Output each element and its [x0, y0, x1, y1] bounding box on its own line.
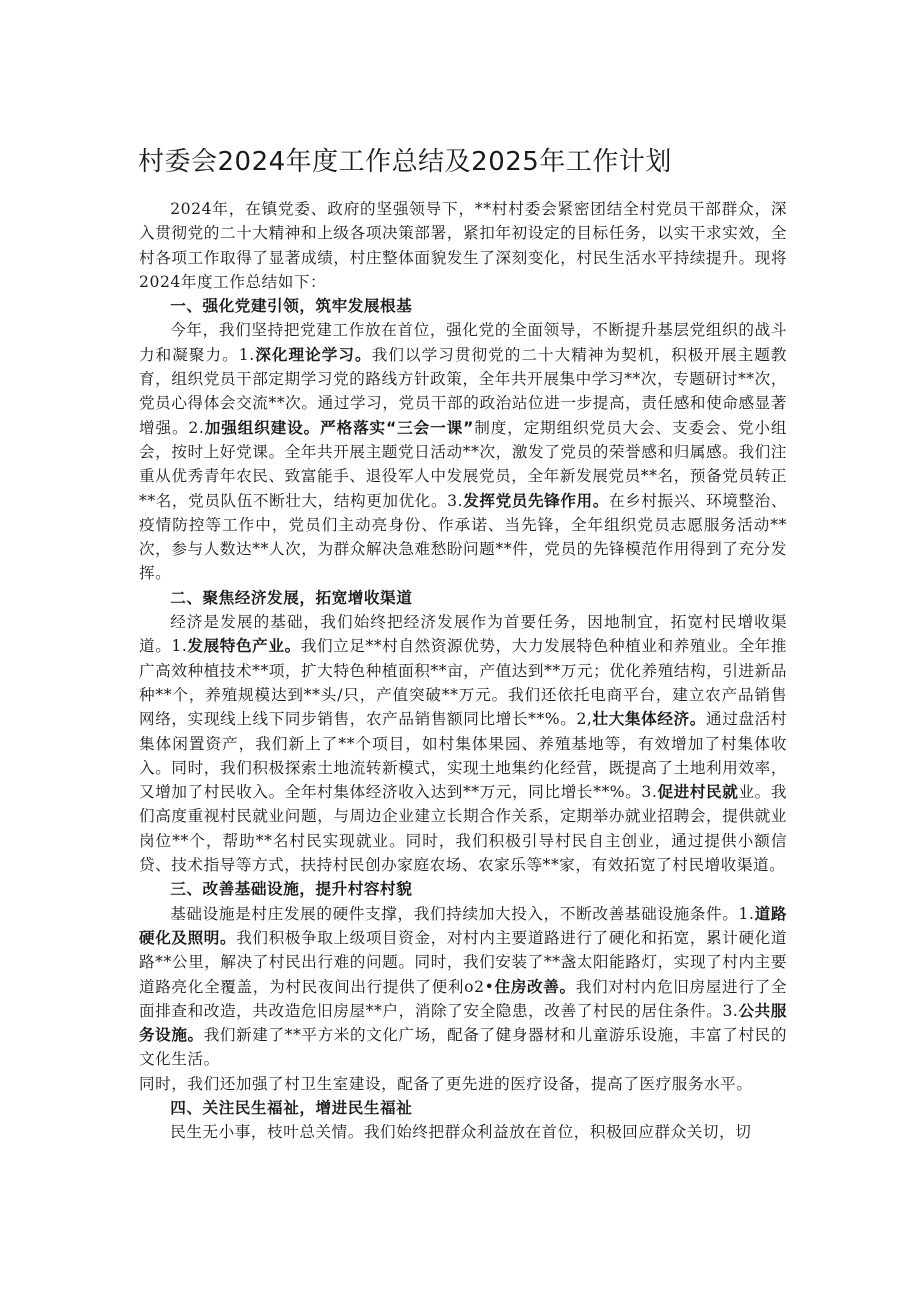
- section-4-heading: 四、关注民生福祉，增进民生福祉: [170, 1098, 413, 1117]
- section-3-paragraph: 基础设施是村庄发展的硬件支撑，我们持续加大投入，不断改善基础设施条件。1.道路硬化及照明。我们积极争取上级项目资金，对村内主要道路进行了硬化和拓宽，累计硬化道路**公里，解决了村民出行难的问题。同时，我们安装了**盏太阳能路灯，实现了村内主要道路亮化全覆盖，为村民夜间出行提供了便利o2•住房改善。我们对村内危旧房屋进行了全面排查和改造，共改造危旧房屋**户，消除了安全隐患，改善了村民的居住条件。3.公共服务设施。我们新建了**平方米的文化广场，配备了健身器材和儿童游乐设施，丰富了村民的文化生活。: [139, 904, 787, 1069]
- section-1-heading: 一、强化党建引领，筑牢发展根基: [170, 297, 413, 316]
- section-1-paragraph: 今年，我们坚持把党建工作放在首位，强化党的全面领导，不断提升基层党组织的战斗力和凝聚力。1.深化理论学习。我们以学习贯彻党的二十大精神为契机，积极开展主题教育，组织党员干部定期学习党的路线方针政策，全年共开展集中学习**次，专题研讨**次，党员心得体会交流**次。通过学习，党员干部的政治站位进一步提高，责任感和使命感显著增强。2.加强组织建设。严格落实“三会一课”制度，定期组织党员大会、支委会、党小组会，按时上好党课。全年共开展主题党日活动**次，激发了党员的荣誉感和归属感。我们注重从优秀青年农民、致富能手、退役军人中发展党员，全年新发展党员**名，预备党员转正**名，党员队伍不断壮大，结构更加优化。3.发挥党员先锋作用。在乡村振兴、环境整治、疫情防控等工作中，党员们主动亮身份、作承诺、当先锋，全年组织党员志愿服务活动**次，参与人数达**人次，为群众解决急难愁盼问题**件，党员的先锋模范作用得到了充分发挥。: [139, 321, 788, 583]
- section-3-heading: 三、改善基础设施，提升村容村貌: [170, 880, 413, 899]
- section-2-heading: 二、聚焦经济发展，拓宽增收渠道: [170, 588, 413, 607]
- intro-paragraph: 2024年，在镇党委、政府的坚强领导下，**村村委会紧密团结全村党员干部群众，深入贯彻党的二十大精神和上级各项决策部署，紧扣年初设定的目标任务，以实干求实效，全村各项工作取得了显著成绩，村庄整体面貌发生了深刻变化，村民生活水平持续提升。现将2024年度工作总结如下：: [139, 200, 787, 291]
- document-title: 村委会2024年度工作总结及2025年工作计划: [138, 147, 672, 177]
- section-4-paragraph: 民生无小事，枝叶总关情。我们始终把群众利益放在首位，积极回应群众关切，切: [170, 1123, 752, 1142]
- section-2-paragraph: 经济是发展的基础，我们始终把经济发展作为首要任务，因地制宜，拓宽村民增收渠道。1.发展特色产业。我们立足**村自然资源优势，大力发展特色种植业和养殖业。全年推广高效种植技术**项，扩大特色种植面积**亩，产值达到**万元；优化养殖结构，引进新品种**个，养殖规模达到**头/只，产值突破**万元。我们还依托电商平台，建立农产品销售网络，实现线上线下同步销售，农产品销售额同比增长**%。2,壮大集体经济。通过盘活村集体闲置资产，我们新上了**个项目，如村集体果园、养殖基地等，有效增加了村集体收入。同时，我们积极探索土地流转新模式，实现土地集约化经营，既提高了土地利用效率，又增加了村民收入。全年村集体经济收入达到**万元，同比增长**%。3.促进村民就业。我们高度重视村民就业问题，与周边企业建立长期合作关系，定期举办就业招聘会，提供就业岗位**个，帮助**名村民实现就业。同时，我们积极引导村民自主创业，通过提供小额信贷、技术指导等方式，扶持村民创办家庭农场、农家乐等**家，有效拓宽了村民增收渠道。: [139, 613, 787, 875]
- section-3-continuation: 同时，我们还加强了村卫生室建设，配备了更先进的医疗设备，提高了医疗服务水平。: [139, 1074, 753, 1093]
- document-body: [139, 197, 787, 1145]
